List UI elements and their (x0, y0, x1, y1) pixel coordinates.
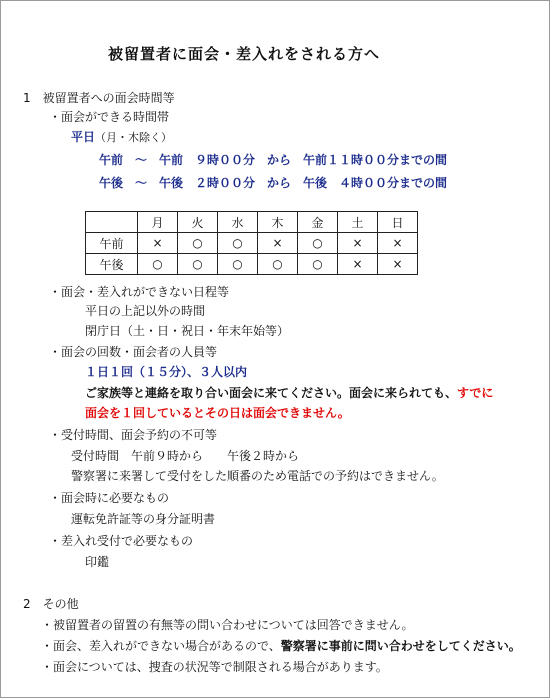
morning-hours: 午前 ～ 午前 ９時００分 から 午前１１時００分までの間 (99, 153, 448, 167)
other-line2 (41, 638, 521, 654)
day-header: 月 (138, 212, 178, 233)
table-cell: ○ (178, 254, 218, 275)
weekday-line (71, 129, 172, 146)
afternoon-hours: 午後 ～ 午後 ２時００分 から 午後 ４時００分までの間 (99, 176, 448, 190)
schedule-header-row (86, 212, 418, 233)
day-header: 日 (378, 212, 418, 233)
table-cell: ○ (298, 254, 338, 275)
reception-line2: 警察署に来署して受付をした順番のため電話での予約はできません。 (71, 469, 444, 483)
visiting-hours-label: ・面会ができる時間帯 (49, 110, 170, 124)
reception-label: ・受付時間、面会予約の不可等 (49, 428, 218, 442)
visit-count-line3: 面会を１回しているとその日は面会できません。 (85, 406, 350, 420)
reception-line1: 受付時間 午前９時から 午後２時から (71, 449, 300, 463)
other-line1: ・被留置者の留置の有無等の問い合わせについては回答できません。 (41, 618, 414, 632)
table-row (86, 254, 418, 275)
table-row (86, 233, 418, 254)
table-cell: × (378, 233, 418, 254)
schedule-table (85, 211, 418, 275)
row-label: 午後 (86, 254, 138, 275)
no-visit-line2: 閉庁日（土・日・祝日・年末年始等） (85, 324, 290, 338)
other-line3: ・面会については、捜査の状況等で制限される場合があります。 (41, 660, 388, 674)
table-cell: × (138, 233, 178, 254)
table-cell: ○ (218, 254, 258, 275)
table-cell: × (378, 254, 418, 275)
section2-heading: 2 その他 (23, 597, 79, 611)
delivery-items-line1: 印鑑 (85, 555, 110, 569)
weekday-label: 平日 (71, 130, 96, 144)
day-header: 金 (298, 212, 338, 233)
required-items-line1: 運転免許証等の身分証明書 (71, 512, 216, 526)
delivery-items-label: ・差入れ受付で必要なもの (49, 534, 194, 548)
no-visit-line1: 平日の上記以外の時間 (85, 304, 206, 318)
required-items-label: ・面会時に必要なもの (49, 491, 170, 505)
weekday-note: （月・木除く） (95, 131, 173, 144)
table-cell: × (338, 233, 378, 254)
visit-count-line2 (85, 385, 493, 401)
other-line2-bold: 警察署に事前に問い合わせをしてください。 (280, 639, 521, 653)
day-header: 土 (338, 212, 378, 233)
table-cell: ○ (298, 233, 338, 254)
visit-count-line2-black: ご家族等と連絡を取り合い面会に来てください。面会に来られても、 (85, 386, 458, 400)
day-header: 水 (218, 212, 258, 233)
table-cell: ○ (178, 233, 218, 254)
row-label: 午前 (86, 233, 138, 254)
table-cell: ○ (258, 254, 298, 275)
table-cell: × (258, 233, 298, 254)
day-header: 木 (258, 212, 298, 233)
no-visit-label: ・面会・差入れができない日程等 (49, 285, 230, 299)
visit-count-line1: １日１回（１５分）、３人以内 (85, 365, 248, 379)
day-header: 火 (178, 212, 218, 233)
visit-count-line2-red: すでに (457, 386, 494, 400)
section1-heading: 1 被留置者への面会時間等 (23, 91, 175, 105)
schedule-corner-cell (86, 212, 138, 233)
visit-count-label: ・面会の回数・面会者の人員等 (49, 345, 218, 359)
other-line2-normal: ・面会、差入れができない場合があるので、 (41, 639, 281, 653)
page-title: 被留置者に面会・差入れをされる方へ (108, 45, 381, 63)
table-cell: × (338, 254, 378, 275)
table-cell: ○ (138, 254, 178, 275)
table-cell: ○ (218, 233, 258, 254)
